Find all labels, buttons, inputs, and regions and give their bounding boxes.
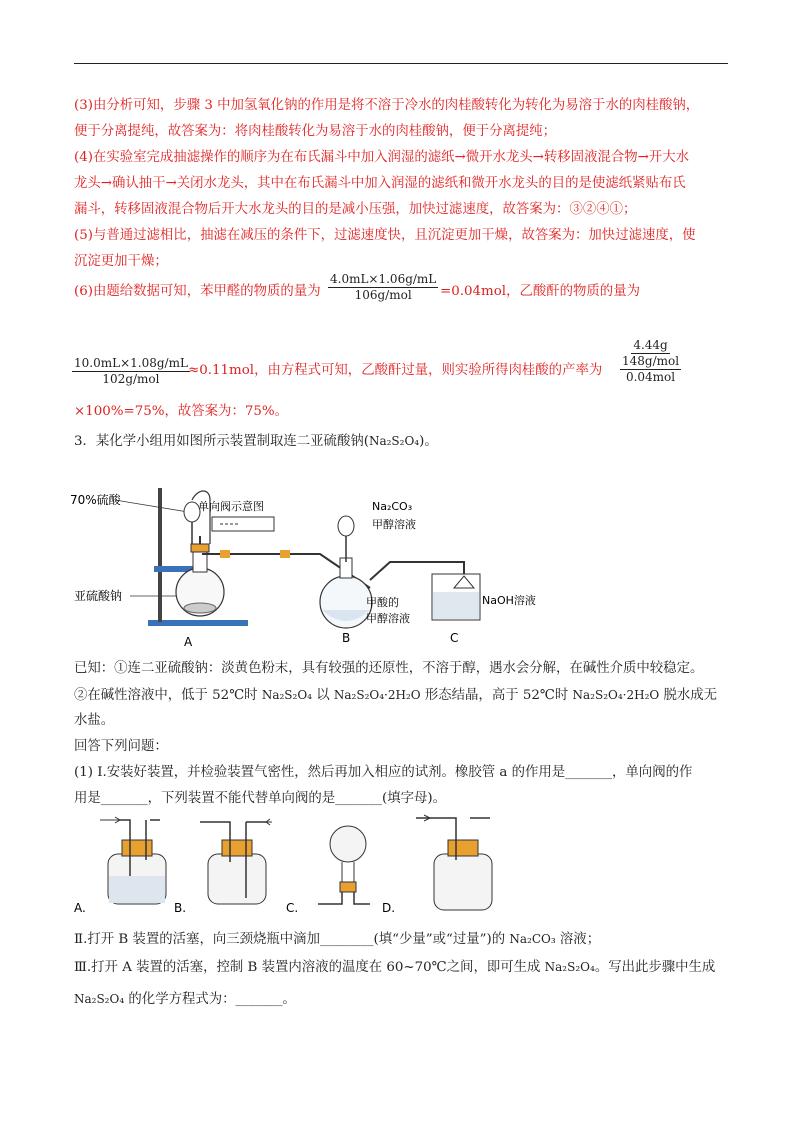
header-rule (74, 63, 728, 64)
arrow-b (266, 819, 272, 825)
fraction-denominator: 106g/mol (354, 288, 412, 302)
answer-4-line2: 龙头→确认抽干→关闭水龙头，其中在布氏漏斗中加入润湿的滤纸和微开水龙头的目的是使滤纸紧贴布氏 (74, 176, 686, 191)
stopper-c (340, 882, 356, 892)
question-3b: 。写出此步骤中生成 (594, 960, 716, 975)
device-a (74, 817, 166, 915)
label-formic2: 甲醇溶液 (366, 612, 410, 625)
question-2 (74, 930, 600, 949)
fraction-anhydride (72, 356, 190, 387)
label-formic1: 甲酸的 (366, 596, 399, 609)
label-b: B (342, 631, 351, 645)
known-2 (74, 686, 717, 705)
fraction-benzaldehyde (328, 272, 438, 303)
fraction-numerator: 10.0mL×1.08g/mL (74, 356, 188, 370)
formula-hydrate: Na₂S₂O₄·2H₂O (572, 688, 660, 702)
stopper-a (191, 544, 209, 552)
connector (220, 550, 230, 558)
options-figure (70, 812, 510, 920)
known-3: 水盐。 (74, 713, 115, 728)
answer-6-mid: =0.04mol，乙酸酐的物质的量为 (440, 284, 640, 299)
label-acid: 70%硫酸 (70, 493, 121, 507)
bottle-d (434, 854, 492, 910)
label-na2co3: Na₂CO₃ (372, 500, 413, 513)
question-1-line2: 用是_______，下列装置不能代替单向阀的是_______(填字母)。 (74, 791, 446, 806)
question-intro-end: )。 (419, 434, 438, 449)
stand-base (148, 620, 248, 626)
fraction-denominator: 102g/mol (102, 372, 160, 386)
device-c (286, 826, 370, 915)
device-b (174, 819, 272, 915)
stopper-b (222, 840, 252, 856)
tubes-c (318, 892, 370, 904)
label-sulfite: 亚硫酸钠 (74, 589, 123, 603)
answer-4-line1: (4)在实验室完成抽滤操作的顺序为在布氏漏斗中加入润湿的滤纸→微开水龙头→转移固液混合物→开大水 (74, 150, 690, 165)
label-naoh: NaOH溶液 (482, 594, 536, 607)
fraction-yield-top (620, 338, 681, 369)
option-c-label: C. (286, 901, 299, 915)
option-a-label: A. (74, 901, 86, 915)
fraction-inner-numerator: 4.44g (633, 338, 668, 352)
fraction-denominator: 0.04mol (625, 370, 676, 384)
answer-6-end: ×100%=75%，故答案为：75%。 (74, 404, 288, 419)
question-3-line2-text: 的化学方程式为：_______。 (124, 992, 296, 1007)
formula-na2s2o4: Na₂S₂O₄ (368, 434, 420, 448)
question-3a: Ⅲ.打开 A 装置的活塞，控制 B 装置内溶液的温度在 60~70℃之间，即可生成 (74, 960, 545, 975)
stopper-a (122, 840, 152, 856)
question-3-line2 (74, 990, 296, 1009)
known-2a: ②在碱性溶液中，低于 52℃时 (74, 688, 262, 703)
sulfite-solid (184, 603, 216, 613)
answer-4-line3: 漏斗，转移固液混合物后开大水龙头的目的是减小压强，加快过滤速度，故答案为：③②④①； (74, 202, 637, 217)
fraction-yield (620, 338, 681, 385)
label-c: C (450, 631, 459, 645)
known-2c: 形态结晶，高于 52℃时 (420, 688, 573, 703)
leader-acid (115, 500, 188, 512)
answer-prompt: 回答下列问题： (74, 739, 168, 754)
bulb-c (330, 826, 366, 862)
liquid-a (109, 876, 165, 903)
stopper-d (448, 840, 478, 856)
label-valve: 单向阀示意图 (198, 500, 264, 513)
known-1: 已知：①连二亚硫酸钠：淡黄色粉末，具有较强的还原性，不溶于醇，遇水会分解，在碱性介质中较稳定。 (74, 661, 704, 676)
fraction-numerator: 4.0mL×1.06g/mL (330, 272, 437, 286)
apparatus-figure (70, 470, 590, 648)
fraction-inner-denominator: 148g/mol (622, 354, 680, 368)
known-2b: 以 (311, 688, 334, 703)
question-2a: Ⅱ.打开 B 装置的活塞，向三颈烧瓶中滴加________(填“少量”或“过量”)的 (74, 932, 510, 947)
option-d-label: D. (382, 901, 396, 915)
question-1-line1: (1) Ⅰ.安装好装置，并检验装置气密性，然后再加入相应的试剂。橡胶管 a 的作用是_______，单向阀的作 (74, 765, 693, 780)
question-intro (74, 432, 438, 451)
answer-3-line1: (3)由分析可知，步骤 3 中加氢氧化钠的作用是将不溶于冷水的肉桂酸转化为转化为易溶于水的肉桂酸钠， (74, 98, 700, 113)
formula-na2s2o4: Na₂S₂O₄ (261, 688, 312, 702)
question-2b: 溶液； (555, 932, 601, 947)
answer-5-line1: (5)与普通过滤相比，抽滤在减压的条件下，过滤速度快，且沉淀更加干燥，故答案为：加快过滤速度，使 (74, 228, 696, 243)
answer-6-prefix: (6)由题给数据可知，苯甲醛的物质的量为 (74, 284, 321, 299)
answer-6-mid2: ≈0.11mol，由方程式可知，乙酸酐过量，则实验所得肉桂酸的产率为 (188, 363, 603, 378)
answer-3-line2: 便于分离提纯，故答案为：将肉桂酸转化为易溶于水的肉桂酸钠，便于分离提纯； (74, 124, 557, 139)
bottle-b (208, 854, 266, 904)
dropping-funnel-b (338, 516, 354, 536)
naoh-solution (433, 592, 479, 619)
formula-hydrate: Na₂S₂O₄·2H₂O (333, 688, 421, 702)
label-a: A (184, 635, 193, 648)
answer-5-line2: 沉淀更加干燥； (74, 254, 168, 269)
device-d (382, 815, 492, 915)
formula-na2co3: Na₂CO₃ (509, 932, 556, 946)
question-3-line1 (74, 958, 715, 977)
option-b-label: B. (174, 901, 187, 915)
formula-na2s2o4: Na₂S₂O₄ (544, 960, 595, 974)
neck-c (342, 862, 354, 882)
known-2d: 脱水成无 (659, 688, 718, 703)
connector (280, 550, 290, 558)
stand-rod (158, 488, 162, 622)
label-methanol: 甲醇溶液 (372, 518, 416, 531)
question-intro-text: 3．某化学小组用如图所示装置制取连二亚硫酸钠( (74, 434, 369, 449)
formula-na2s2o4: Na₂S₂O₄ (74, 992, 125, 1006)
